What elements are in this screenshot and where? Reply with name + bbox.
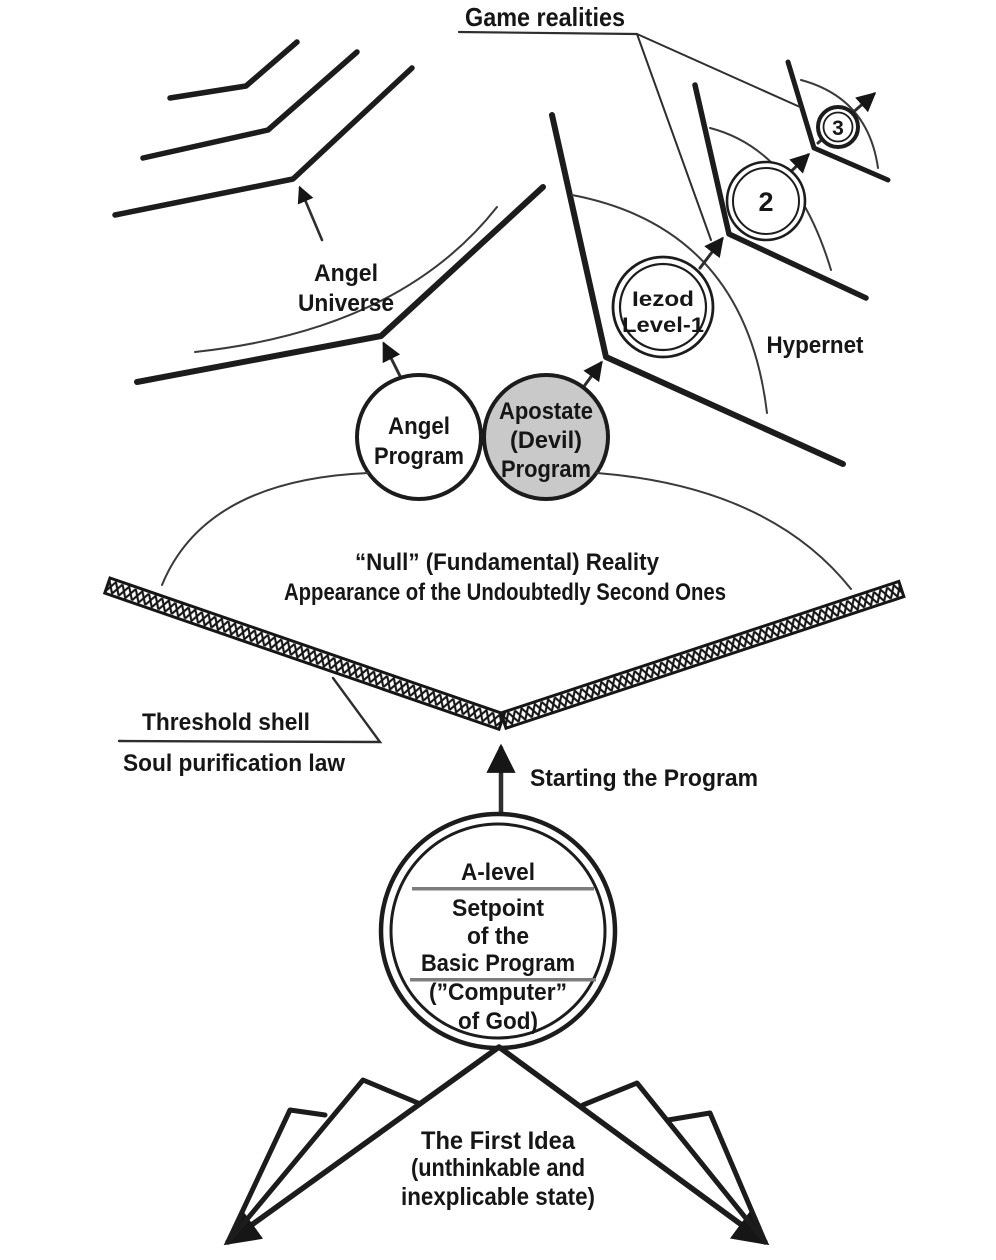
chevron-upper-2 bbox=[143, 52, 357, 158]
apostate-label-line3: Program bbox=[501, 456, 591, 483]
null-reality-region bbox=[162, 473, 851, 606]
angel-universe-label-line1: Angel bbox=[314, 260, 378, 287]
iezod-label-line2: Level-1 bbox=[622, 314, 705, 337]
upper-chevron-stack bbox=[115, 42, 412, 240]
threshold-shell-label: Threshold shell bbox=[142, 709, 310, 736]
apostate-program-node bbox=[484, 375, 608, 499]
reality3-label: 3 bbox=[832, 117, 844, 140]
null-arc-left bbox=[162, 473, 368, 585]
first-idea-region bbox=[228, 1047, 765, 1242]
chevron-upper-3 bbox=[115, 68, 412, 215]
left-fin-outer bbox=[228, 1080, 418, 1242]
first-idea-line2: (unthinkable and bbox=[411, 1154, 585, 1182]
hypernet-label: Hypernet bbox=[766, 332, 864, 359]
game-realities-pointer-3 bbox=[637, 34, 800, 107]
angel-universe-level bbox=[137, 187, 543, 382]
null-reality-line2: Appearance of the Undoubtedly Second Ones bbox=[284, 579, 726, 606]
arrow-angel-program-to-universe bbox=[384, 344, 401, 378]
a-level-rule-1 bbox=[412, 887, 594, 891]
angel-universe-label-line2: Universe bbox=[298, 290, 394, 317]
a-level-line4: Basic Program bbox=[421, 950, 575, 977]
iezod-label-line1: Iezod bbox=[632, 288, 694, 311]
first-idea-line3: inexplicable state) bbox=[401, 1183, 595, 1211]
first-idea-line1: The First Idea bbox=[421, 1127, 577, 1155]
null-reality-line1: “Null” (Fundamental) Reality bbox=[355, 549, 660, 576]
angel-program-label-line2: Program bbox=[374, 443, 464, 470]
apostate-label-line2: (Devil) bbox=[510, 427, 582, 454]
a-level-line6: of God) bbox=[458, 1008, 538, 1035]
angel-program-label-line1: Angel bbox=[388, 413, 450, 440]
angel-program-node bbox=[357, 375, 481, 499]
starting-program bbox=[501, 748, 758, 817]
starting-program-label: Starting the Program bbox=[530, 765, 758, 792]
a-level-line2: Setpoint bbox=[452, 895, 544, 922]
right-fin-outer bbox=[583, 1083, 765, 1242]
game-reality-3 bbox=[788, 62, 888, 180]
reality2-label: 2 bbox=[758, 187, 774, 217]
game-realities-underline bbox=[459, 32, 637, 34]
a-level-line1: A-level bbox=[461, 859, 535, 886]
a-level-line3: of the bbox=[467, 923, 529, 950]
arrow-iezod-to-level2 bbox=[700, 239, 722, 268]
soul-purification-label: Soul purification law bbox=[123, 750, 346, 777]
a-level-node bbox=[381, 814, 615, 1048]
a-level-line5: (”Computer” bbox=[429, 979, 567, 1006]
arrow-to-upper-levels bbox=[300, 188, 322, 240]
game-realities-label: Game realities bbox=[465, 2, 625, 32]
apostate-label-line1: Apostate bbox=[499, 398, 593, 425]
game-realities-pointer-2 bbox=[637, 34, 711, 240]
threshold-callout bbox=[119, 678, 380, 777]
chevron-upper-1 bbox=[170, 42, 297, 98]
